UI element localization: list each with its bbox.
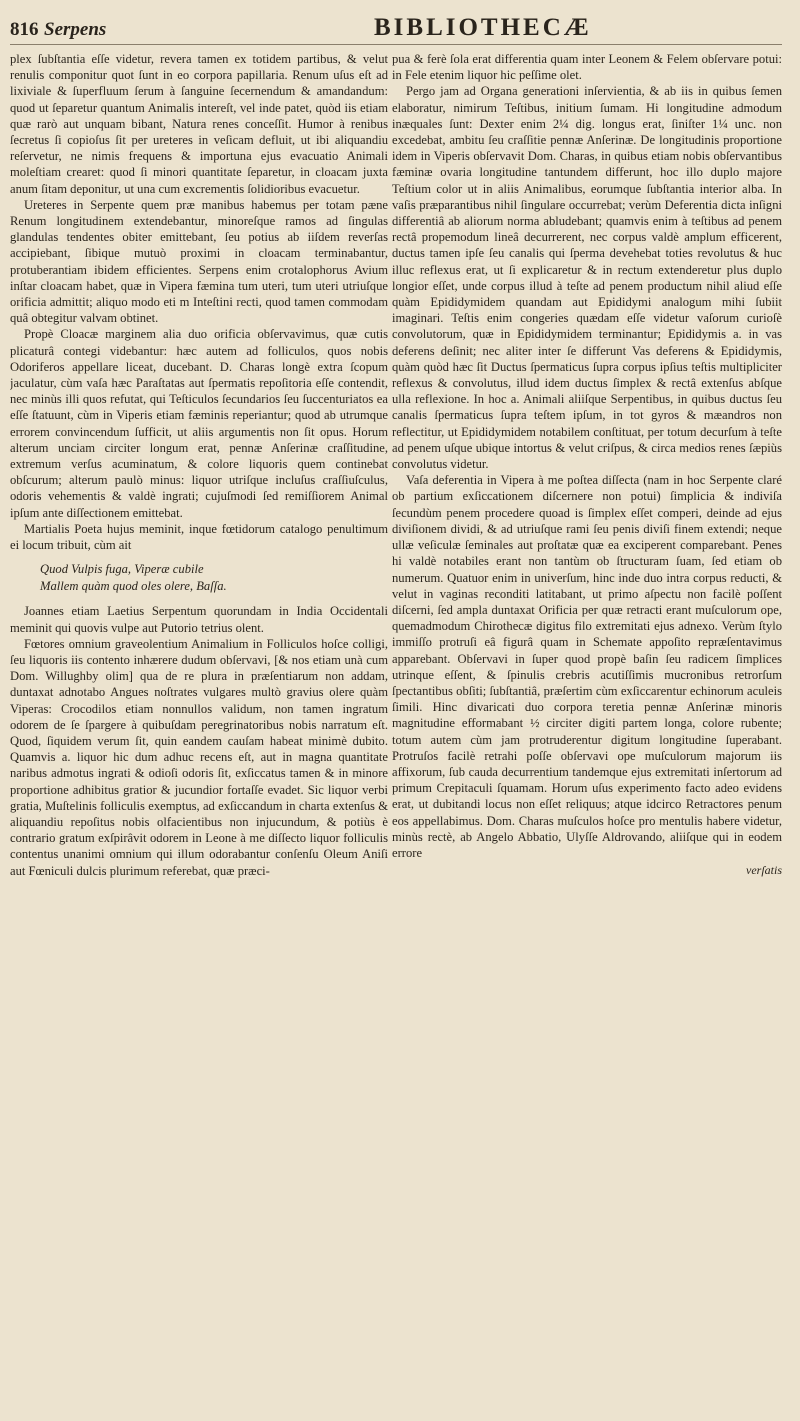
right-column	[392, 51, 782, 1411]
verse-quotation	[40, 561, 388, 595]
paragraph: Propè Cloacæ marginem alia duo orificia obſervavimus, quæ cutis plicaturâ contegi videbantur: hæc autem ad folliculos, quos nobis Odoriferos appellare liceat, ducebant. D. Charas longè extra ſcopum jaculatur, cùm vaſa hæc Paraſtatas aut ſpermatis repoſitoria eſſe contendit, nec minùs illi quos refutat, qui Teſticulos ſecundarios ſeu ſuccenturiatos ea eſſe ſtatuunt, cùm in Viperis etiam fæminis reperiantur; quod ab utrumque errorem convincendum ſufficit, ut aliis argumentis non ſit opus. Horum alterum unciam circiter longum erat, pennæ Anſerinæ craſſitudine, extremum verſus acuminatum, & colore liquoris quem continebat obſcurum; alterum paulò minus: liquor utriſque incluſus craſſiuſculus, odoris vehementis & valdè ingrati; cujuſmodi ſed remiſſiorem Animal ipſum ante diſſectionem emittebat.	[10, 327, 388, 520]
paragraph: Martialis Poeta hujus meminit, inque fœtidorum catalogo penultimum ei locum tribuit, cùm ait	[10, 521, 388, 553]
two-column-body	[10, 51, 782, 1411]
running-header	[10, 14, 782, 45]
paragraph: pua & ferè ſola erat differentia quam inter Leonem & Felem obſervare potui: in Fele etenim liquor hic peſſime olet.	[392, 52, 782, 83]
paragraph: Fœtores omnium graveolentium Animalium in Folliculos hoſce colligi, ſeu liquoris iis contento inhærere dudum obſervavi, [& nos etiam unà cum Dom. Willughby olim] qua de re plura in præſentiarum non addam, duntaxat adnotabo Angues noſtrates vulgares multò gravius olere quàm Viperas: Crocodilos etiam nonnullos validum, non tamen ingratum odorem de ſe ſpargere à quibuſdam peregrinatoribus nobis narratum eſt. Quod, ſiquidem verum ſit, quin eandem cauſam habeat minimè dubito. Quamvis a. liquor hic dum adhuc recens eſt, aut in magna quantitate naribus admotus ingrati & odioſi odoris ſit, exſiccatus tamen & in minore proportione adhibitus gratior & jucundior fortaſſe evadet. Sic liquor verbi gratia, Muſtelinis folliculis exemptus, ad exſiccandum in charta extenſus & aliquandiu repoſitus nobis olfacientibus non injucundum, & potiùs è contrario gratum exſpirâvit odorem in Leone à me diſſecto liquor folliculis contentus unanimi omnium qui illum odorabantur conſenſu Oleum Aniſi aut Fœniculi dulcis plurimum referebat, quæ præci-	[10, 636, 388, 878]
paragraph: Ureteres in Serpente quem præ manibus habemus per totam pæne Renum longitudinem extendebantur, minoreſque ramos ad ſingulas glandulas tendentes obiter emittebant, ſeu potius ab iiſdem reverſas accipiebant, ſibique mutuò proximi in cloacam terminabantur, protuberantiam ibidem efficientes. Serpens enim crotalophorus Avium inſtar cloacam habet, quæ in Vipera fæmina tum uteri, tum uteri utriuſque orificia admittit; aliquo modo eti m Inteſtini recti, quod tamen commodam quâ obtegitur valvam obtinet.	[10, 197, 388, 326]
verse-line: Mallem quàm quod oles olere, Baſſa.	[40, 579, 227, 594]
paragraph: Pergo jam ad Organa generationi inſervientia, & ab iis in quibus ſemen elaboratur, nimirum Teſtibus, initium ſumam. Hi longitudine admodum inæquales ſunt: Dexter enim 2¼ dig. longus erat, ſiniſter 1¼ unc. non excedebat, ambitu ſeu craſſitie pennæ Anſerinæ. De longitudinis proportione idem in Viperis obſervavit Dom. Charas, in quibus etiam nobis obſervantibus fæminæ ovaria longitudine tantundem differunt, hoc illo duplo majore Teſtium color ut in aliis Animalibus, eorumque ſubſtantia interior alba. In vaſis præparantibus nihil ſingulare occurrebat; verùm Deferentia dicta inſigni differentiâ ab aliorum norma abludebant; quamvis enim à teſtibus ad penem rectâ propemodum lineâ decurrerent, nec corpus valdè amplum efficerent, ductus tamen ipſe ſeu canalis qui ſperma devehebat toties revolutus & huc illuc reflexus erat, ut ſi explicaretur & in rectum extenderetur plus duplo longior eſſet, unde corpus illud à teſte ad penem productum nihil aliud eſſe quàm Epididymidem quandam aut Epididymi analogum mihi ſubiit imaginari. Teſtis enim congeries quædam eſſe videtur vaſorum curioſè convolutorum, quæ in Epididymidem terminantur; Epididymis a. in vas deferens deſinit; nec aliter inter ſe differunt Vas deferens & Epididymis, quàm quòd hæc ſit Ductus ſpermaticus ſupra corpus ipſius teſtis multipliciter reflexus & convolutus, illud idem ductus ſimplex & rectâ extenſus abſque ulla reflexione. In hoc a. Animali aliiſque Serpentibus, in quibus ductus ſeu canalis ſpermaticus ſupra teſtem ipſum, in tot gyros & mæandros non reflectitur, ut Epididymidem notabilem conſtituat, per totum decurſum à teſte ad penem uſque ubique intortus & velut criſpus, & circa medios renes ſæpiùs convolutus videtur.	[392, 84, 782, 472]
running-title: BIBLIOTHECÆ	[374, 14, 592, 41]
catchword: verſatis	[746, 863, 782, 878]
paragraph: Joannes etiam Laetius Serpentum quorundam in India Occidentali meminit qui quovis vulpe aut Putorio tetrius olent.	[10, 604, 388, 635]
header-keyword: Serpens	[44, 19, 107, 40]
paragraph: plex ſubſtantia eſſe videtur, revera tamen ex totidem partibus, & velut renulis componitur quot ſunt in eo corpora papillaria. Renum uſus eſt ad lixiviale & ſuperfluum ſerum à ſanguine ſecernendum & amandandum: quod ut ſeparetur quantum Animalis intereſt, vel inde patet, quòd iis etiam quæ rarò aut unquam bibant, Natura renes conceſſit. Humor à renibus ſecretus ſi copioſus ſit per ureteres in veſicam defluit, ut ibi aliquandiu reſervetur, ne nimis frequens & importuna ejus evacuatio Animali moleſtiam crearet: quod ſi minori quantitate ſeparetur, in cloacam juxta anum ſitam deponitur, ut una cum excrementis ſolidioribus evacuetur.	[10, 52, 388, 196]
page-number: 816	[10, 19, 39, 40]
left-column	[10, 51, 388, 1411]
paragraph: Vaſa deferentia in Vipera à me poſtea diſſecta (nam in hoc Serpente claré ob partium exſiccationem diſcernere non potui) ſimplicia & indiviſa ſecundùm penem procedere quoad is ſimplex eſſet comperi, deinde ad ejus diviſionem dividi, & ad utriuſque rami ſeu penis diviſi finem extendi; neque ullæ veſiculæ ſeminales aut proſtatæ quæ ea exciperent comparebant. Penes hi valdè notabiles erant non tantùm ob ſtructuram ſuam, ſed etiam ob numerum. Quatuor enim in univerſum, hinc inde duo intra corpus reducti, & velut in vaginas reconditi latitabant, ut primo aſpectu non facilè poſſent diſcerni, ſed ampla duntaxat Orificia per quæ retracti erant muſculorum ope, quemadmodum Chirothecæ digitus filo extremitati ejus adnexo. Verùm ſtylo immiſſo protruſi eâ figurâ quam in Schemate appoſito repræſentavimus apparebant. Obſervavi in ſuper quod propè baſin ſeu radicem ſimplices utrinque eſſent, & ſpinulis crebris acutiſſimis mucronibus retrorſum ſpectantibus obſiti; ſubſtantiâ, præſertim cùm exſiccarentur echinorum aculeis ſimili. Hinc divaricati duo corpora teretia pennæ Anſerinæ minoris magnitudine efformabant ½ circiter digiti partem longa, colore rubente; totum autem cùm jam protruderentur digitum longitudine ſuperabant. Protruſos facilè retrahi poſſe obſervavi ope muſculorum majorum iis affixorum, ſub cauda decurrentium tandemque ejus extremitati inſertorum ad primum Crepitaculi ſquamam. Horum uſus experimento facto adeo evidens erat, ut dubitandi locus non eſſet reliquus; atque idcirco Retractores penum eos appellabimus. Dom. Charas muſculos hoſce pro mentulis habere videtur, minùs rectè, ab Angelo Abbatio, Ulyſſe Aldrovando, aliiſque qui in eodem errore	[392, 473, 782, 860]
verse-line: Quod Vulpis fuga, Viperæ cubile	[40, 562, 204, 577]
